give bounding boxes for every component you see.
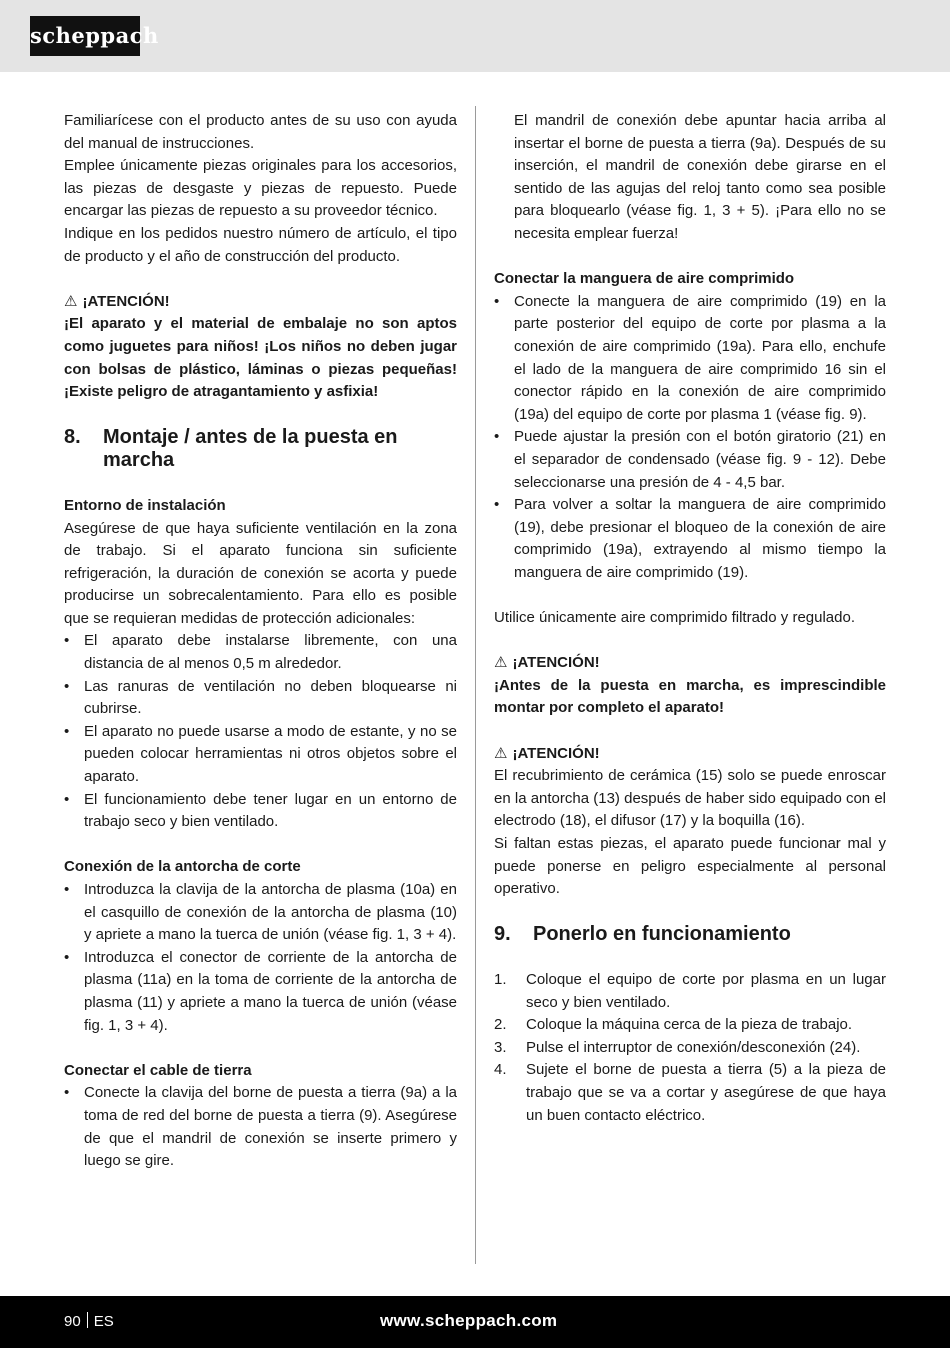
scheppach-logo: scheppach (30, 16, 140, 56)
warning-text: Si faltan estas piezas, el aparato puede funcionar mal y puede ponerse en peligro especialmente al personal operativo. (494, 835, 886, 898)
warning-text: El recubrimiento de cerámica (15) solo se puede enroscar en la antorcha (13) después de haber sido equipado con el electrodo (18), el difusor (17) y la boquilla (16). (494, 767, 886, 830)
body-paragraph: El mandril de conexión debe apuntar hacia arriba al insertar el borne de puesta a tierra (9a). Después de su inserción, el mandril de conexión debe girarse en el sentido de las agujas del reloj tanto como sea posible para bloquearlo (véase fig. 1, 3 + 5). ¡Para ello no se necesita emplear fuerza! (514, 112, 886, 242)
list-item: • Conecte la manguera de aire comprimido (19) en la parte posterior del equipo de corte por plasma a la conexión de aire comprimido (19a). Para ello, enchufe el lado de la manguera de aire comprimido 16 sin el conector rápido en la conexión de aire comprimido (19a) del equipo de corte por plasma 1 (véase fig. 9). (494, 292, 886, 423)
list-item: • Las ranuras de ventilación no deben bloquearse ni cubrirse. (64, 677, 457, 718)
warning-heading: ⚠ ¡ATENCIÓN! (494, 743, 886, 766)
list-item: 1. Coloque el equipo de corte por plasma en un lugar seco y bien ventilado. (494, 970, 886, 1011)
body-paragraph: Utilice únicamente aire comprimido filtrado y regulado. (494, 609, 855, 627)
column-divider (475, 106, 476, 1264)
warning-triangle-icon: ⚠ (494, 744, 508, 762)
subsection-heading: Conectar la manguera de aire comprimido (494, 270, 795, 288)
intro-paragraph: Emplee únicamente piezas originales para los accesorios, las piezas de desgaste y piezas de repuesto. Puede encargar las piezas de repuesto a su proveedor técnico. (64, 157, 457, 220)
right-column (494, 110, 886, 1127)
list-item: • Introduzca el conector de corriente de la antorcha de plasma (11a) en la toma de corriente de la antorcha de plasma (11) y apriete a mano la tuerca de unión (véase fig. 1, 3 + 4). (64, 948, 457, 1034)
subsection-heading: Entorno de instalación (64, 496, 226, 514)
bullet-list (64, 879, 457, 1037)
bullet-list (64, 1082, 457, 1172)
page-header (0, 0, 950, 72)
warning-triangle-icon: ⚠ (64, 292, 78, 310)
list-item: • El aparato debe instalarse libremente, con una distancia de al menos 0,5 m alrededor. (64, 632, 457, 673)
subsection-heading: Conexión de la antorcha de corte (64, 858, 301, 876)
warning-triangle-icon: ⚠ (494, 654, 508, 672)
warning-heading: ⚠ ¡ATENCIÓN! (64, 291, 457, 314)
section-9-heading: 9. Ponerlo en funcionamiento (494, 923, 791, 946)
page-number: 90 ES (64, 1313, 114, 1330)
list-item: 2. Coloque la máquina cerca de la pieza de trabajo. (494, 1016, 853, 1034)
list-item: • Puede ajustar la presión con el botón giratorio (21) en el separador de condensado (véase fig. 9 - 12). Debe seleccionarse una presión de 4 - 4,5 bar. (494, 428, 886, 491)
warning-text: ¡El aparato y el material de embalaje no son aptos como juguetes para niños! ¡Los niños no deben jugar con bolsas de plástico, láminas o piezas pequeñas! ¡Existe peligro de atragantamiento y asfixia! (64, 315, 457, 401)
intro-paragraph: Indique en los pedidos nuestro número de artículo, el tipo de producto y el año de construcción del producto. (64, 224, 457, 265)
list-item: • Para volver a soltar la manguera de aire comprimido (19), debe presionar el bloqueo de la conexión de aire comprimido (19a), extrayendo al mismo tiempo la manguera de aire comprimido (19). (494, 496, 886, 581)
bullet-list (494, 291, 886, 585)
body-paragraph: Asegúrese de que haya suficiente ventilación en la zona de trabajo. Si el aparato funciona sin suficiente refrigeración, la duración de conexión se acorta y puede producirse un sobrecalentamiento. Para ello es posible que se requieran medidas de protección adicionales: (64, 519, 457, 627)
footer-url[interactable]: www.scheppach.com (380, 1311, 558, 1330)
warning-heading: ⚠ ¡ATENCIÓN! (494, 652, 886, 675)
numbered-list (494, 969, 886, 1127)
list-item: 3. Pulse el interruptor de conexión/desconexión (24). (494, 1038, 861, 1056)
page-footer (0, 1296, 950, 1348)
list-item: • El aparato no puede usarse a modo de estante, y no se pueden colocar herramientas ni otros objetos sobre el aparato. (64, 722, 457, 786)
left-column (64, 110, 457, 1173)
list-item: 4. Sujete el borne de puesta a tierra (5) a la pieza de trabajo que se va a cortar y asegúrese de que haya un buen contacto eléctrico. (494, 1061, 886, 1124)
section-8-heading: 8. Montaje / antes de la puesta en marcha (64, 426, 398, 472)
warning-text: ¡Antes de la puesta en marcha, es imprescindible montar por completo el aparato! (494, 676, 886, 717)
list-item: • Introduzca la clavija de la antorcha de plasma (10a) en el casquillo de conexión de la antorcha de plasma (10) y apriete a mano la tuerca de unión (véase fig. 1, 3 + 4). (64, 881, 457, 944)
list-item: • El funcionamiento debe tener lugar en un entorno de trabajo seco y bien ventilado. (64, 790, 457, 831)
list-item: • Conecte la clavija del borne de puesta a tierra (9a) a la toma de red del borne de puesta a tierra (9). Asegúrese de que el mandril de conexión se inserte primero y luego se gire. (64, 1084, 457, 1170)
subsection-heading: Conectar el cable de tierra (64, 1061, 252, 1079)
intro-paragraph: Familiarícese con el producto antes de su uso con ayuda del manual de instrucciones. (64, 112, 457, 152)
bullet-list (64, 630, 457, 833)
